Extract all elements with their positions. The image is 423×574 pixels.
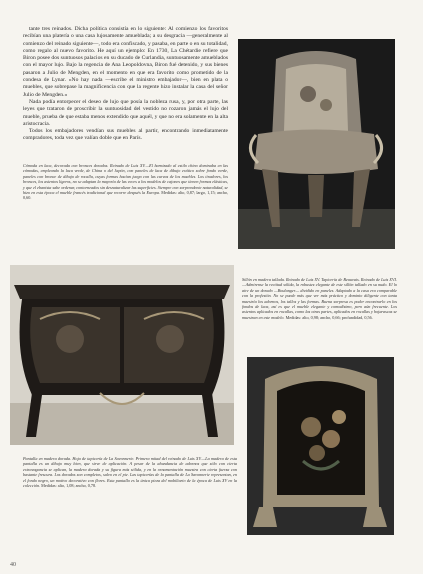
- caption-firescreen: [23, 456, 237, 488]
- caption-commode-text: Cómoda en laca, decorada con bronces dorados. Reinado de Luis XV.—El barnizado al estilo chino dominaba en las cómodas, empleando la laca verde, de China o del Japón, con paneles de laca de dibujo exótico sobre fondo verde, paneles con bronce de dibujo de rocalla, cuyas formas hacían juego con las curvas de los muebles. Los tiradores, los bronces, los asientos ligeros, no se adaptan la mayoría de las veces a los modelos de cajones que tienen formas elásticas, y que el ebanista sabe ordenar, contorneados sin desnaturalizar las superficies. Siempre con sorprendente naturalidad, se hizo en esta época el mueble francés tradicional que recorre después la Europa.: [23, 163, 228, 196]
- article-body: [23, 26, 228, 143]
- caption-commode-measures: Medidas: alto, 0,87; largo, 1,15; ancho, 0,60.: [23, 190, 228, 201]
- armchair-photo: [238, 39, 395, 249]
- firescreen-illustration: [247, 357, 394, 535]
- caption-firescreen-measures: Medidas: alto, 1,08; ancho, 0,78.: [41, 483, 97, 489]
- armchair-illustration: [238, 39, 395, 249]
- caption-armchair-text: Sillón en madera tallada. Reinado de Luis XV. Tapicería de Beauvais. Reinado de Luis XVI.—Admirense la rectitud sólida, la robustez elegante de este sillón tallado en su nudo. El lo aire de un dorado —Boulanger— dividido en paneles. Adaptado a la casa era comparable con la profesión. No se puede más que ver más práctico y dominio diligente con tanta maestría los adornos, los tallos y las formas. Buena sorpresa es poder encontrarlo en los fondos de laca, así es que el mueble elegante y comodísimo, pero aún frecuente. Los asientos aplicados en rocallas, como las otras partes, aplicados en rocallas y hojarascas se muestran en este modelo.: [242, 277, 397, 320]
- caption-armchair: [242, 277, 397, 320]
- firescreen-photo: [247, 357, 394, 535]
- paragraph-1: tante tres reinados. Dicha política consistía en lo siguiente: Al comienzo los favoritos recibían una platería o una casa lujosamente amueblada; a su desgracia —generalmente al comienzo del reinado siguiente—, todo era confiscado, y pasaba, en parte o en su totalidad, como regalo al nuevo favorito. He aquí un ejemplo: En 1730, La Chétardie refiere que Biron posee dos suntuosos palacios en su ducado de Curlandia, suntuosamente amueblados con el mayor lujo. Bajo la regencia de Ana Leopoldovna, Biron fué detenido, y sus bienes pasaron a Julio de Mengden, en el momento en que era favorito como prometido de la condesa de Lynar. «No hay nada —escribe el ministro embajador—, bien en plata o muebles, que sobrepase la magnificencia con que la regente hizo instalar la casa del señor Julio de Mengden.»: [23, 26, 228, 98]
- caption-commode: [23, 163, 228, 201]
- caption-firescreen-text: Pantalla en madera dorada. Hoja de tapicería de La Savonnerie. Primera mitad del reinado de Luis XV.—La madera de esta pantalla es un dibujo muy bien, que sirve de aplicación. A pesar de la abundancia de adornos que sólo con cierta extravagancia se aplican, la madera dorada y su figura más sólida, y en la ornamentación muestra con cierta fuerza con bastante frescura. Los dorados son completos, salvo en el pie. Las tapicerías de la pantalla de La Savonnerie representan, en el fondo negro, un motivo decorativo con flores. Esta pantalla es la única pieza del mobiliario de la época de Luis XV en la colección.: [23, 456, 237, 489]
- paragraph-2: Nada podía entorpecer el deseo de lujo que posía la nobleza rusa, y, por otra parte, las leyes que trataron de proscribir la suntuosidad del vestido no rozaron jamás el lujo del mueble, prueba de que estaba menos extendido que aquél, y que no era solamente en la alta aristocracia.: [23, 98, 228, 127]
- paragraph-3: Todos los embajadores vendían sus muebles al partir, encontrando inmediatamente compradores, toda vez que valían doble que en París.: [23, 128, 228, 142]
- commode-photo: [10, 265, 234, 445]
- page-number: 40: [10, 562, 16, 568]
- commode-illustration: [10, 265, 234, 445]
- caption-armchair-measures: Medidas: alto, 0,98; ancho, 0,66; profundidad, 0,56.: [285, 314, 373, 320]
